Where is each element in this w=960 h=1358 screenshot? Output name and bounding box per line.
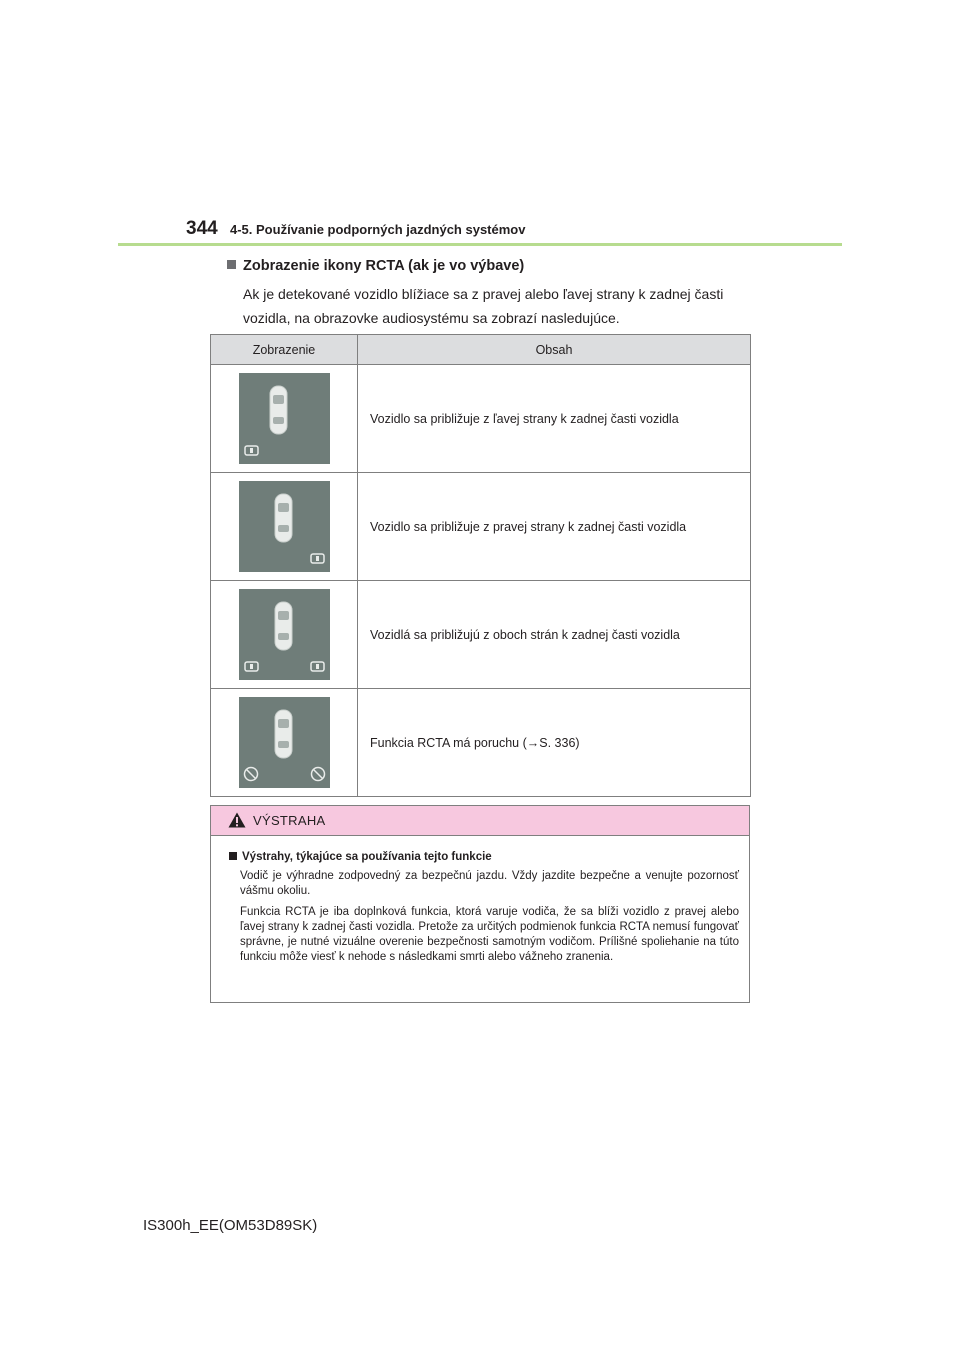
header-divider <box>118 243 842 246</box>
page-number: 344 <box>186 218 218 239</box>
warning-triangle-icon <box>228 812 246 828</box>
section-heading <box>227 258 524 274</box>
row-content: Funkcia RCTA má poruchu (→S. 336) <box>358 689 751 797</box>
warning-header <box>211 806 749 836</box>
row-content: Vozidlo sa približuje z ľavej strany k zadnej časti vozidla <box>358 365 751 473</box>
document-code: IS300h_EE(OM53D89SK) <box>143 1217 318 1234</box>
rcta-left-icon <box>239 373 330 464</box>
section-heading-text: Zobrazenie ikony RCTA (ak je vo výbave) <box>243 258 525 274</box>
warning-subheading <box>229 850 739 865</box>
warning-body <box>211 836 749 965</box>
warning-title: VÝSTRAHA <box>253 813 326 828</box>
rcta-right-icon <box>239 481 330 572</box>
rcta-malfunction-icon <box>239 697 330 788</box>
row-content: Vozidlo sa približuje z pravej strany k zadnej časti vozidla <box>358 473 751 581</box>
row-content: Vozidlá sa približujú z oboch strán k zadnej časti vozidla <box>358 581 751 689</box>
square-bullet-icon <box>227 260 236 269</box>
table-row <box>211 581 751 689</box>
intro-paragraph: Ak je detekované vozidlo blížiace sa z pravej alebo ľavej strany k zadnej časti vozidla, na obrazovke audiosystému sa zobrazí nasledujúce. <box>243 286 724 326</box>
table-row <box>211 365 751 473</box>
column-header-display: Zobrazenie <box>211 335 358 365</box>
rcta-both-icon <box>239 589 330 680</box>
warning-subheading-text: Výstrahy, týkajúce sa používania tejto funkcie <box>242 851 492 863</box>
square-bullet-icon <box>229 852 237 860</box>
chapter-title: 4-5. Používanie podporných jazdných systémov <box>230 222 526 237</box>
column-header-content: Obsah <box>358 335 751 365</box>
table-row <box>211 473 751 581</box>
table-row <box>211 689 751 797</box>
warning-paragraph: Vodič je výhradne zodpovedný za bezpečnú jazdu. Vždy jazdite bezpečne a venujte pozornosť vášmu okoliu. <box>240 870 739 897</box>
warning-paragraph: Funkcia RCTA je iba doplnková funkcia, ktorá varuje vodiča, že sa blíži vozidlo z pravej alebo ľavej strany k zadnej časti vozidla. Pretože za určitých podmienok funkcia RCTA nemusí fungovať správne, je nutné vizuálne overenie bezpečnosti samotným vodičom. Prílišné spoliehanie na túto funkciu môže viesť k nehode s následkami smrti alebo vážneho zranenia. <box>240 906 739 963</box>
rcta-display-table <box>210 334 751 797</box>
table-header-row <box>211 335 751 365</box>
warning-box <box>210 805 750 1003</box>
